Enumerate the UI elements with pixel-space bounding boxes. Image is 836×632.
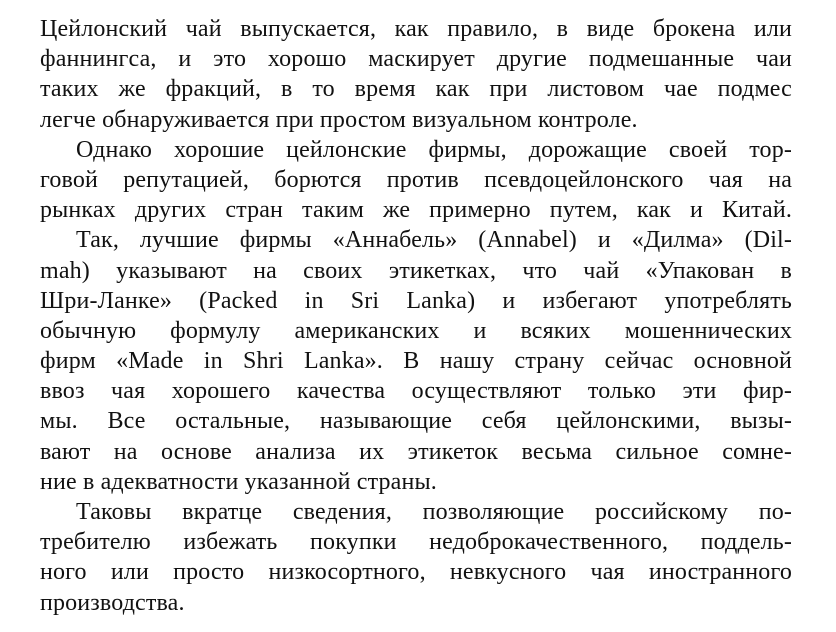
- text-line: Цейлонский чай выпускается, как правило, в виде брокена или: [40, 16, 792, 42]
- text-line: mah) указывают на своих этикетках, что чай «Упакован в: [40, 257, 792, 284]
- text-line: вают на основе анализа их этикеток весьма сильное сомне-: [40, 438, 792, 465]
- text-line: производства.: [40, 589, 185, 616]
- text-line: Однако хорошие цейлонские фирмы, дорожащие своей тор-: [76, 136, 792, 163]
- text-line: ние в адекватности указанной страны.: [40, 468, 437, 495]
- paragraph-3: [40, 225, 792, 497]
- text-line: мы. Все остальные, называющие себя цейлонскими, вызы-: [40, 408, 792, 435]
- text-line: ного или просто низкосортного, невкусного чая иностранного: [40, 559, 792, 586]
- text-line: таких же фракций, в то время как при листовом чае подмес: [40, 76, 792, 103]
- text-line: Так, лучшие фирмы «Аннабель» (Annabel) и «Дилма» (Dil-: [76, 227, 792, 254]
- paragraph-1: [40, 14, 792, 135]
- paragraph-4: [40, 497, 792, 618]
- text-line: Таковы вкратце сведения, позволяющие российскому по-: [76, 499, 792, 525]
- text-line: легче обнаруживается при простом визуальном контроле.: [40, 106, 638, 133]
- text-line: рынках других стран таким же примерно путем, как и Китай.: [40, 197, 792, 224]
- text-line: Шри-Ланке» (Packed in Sri Lanka) и избегают употреблять: [40, 287, 792, 314]
- text-line: обычную формулу американских и всяких мошеннических: [40, 317, 792, 344]
- text-line: ввоз чая хорошего качества осуществляют только эти фир-: [40, 378, 792, 405]
- text-line: фирм «Made in Shri Lanka». В нашу страну сейчас основной: [40, 348, 792, 375]
- text-line: требителю избежать покупки недоброкачественного, поддель-: [40, 529, 792, 556]
- paragraph-2: [40, 135, 792, 226]
- text-line: говой репутацией, борются против псевдоцейлонского чая на: [40, 166, 792, 193]
- document-page: [40, 14, 792, 618]
- text-line: фаннингса, и это хорошо маскирует другие подмешанные чаи: [40, 46, 792, 73]
